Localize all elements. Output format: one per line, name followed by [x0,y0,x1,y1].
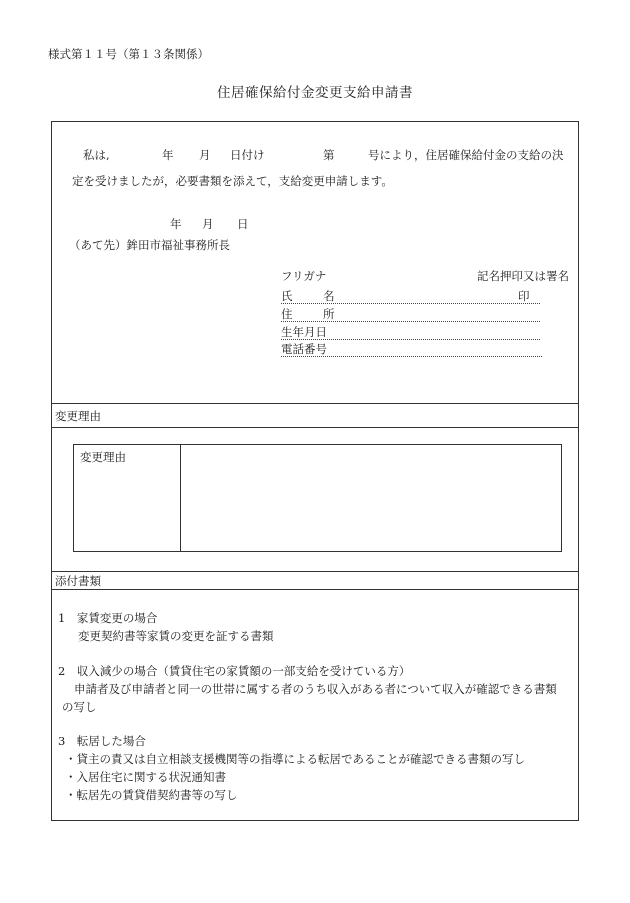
birthdate-underline [281,339,540,340]
attachment-heading-2: 2 収入減少の場合（賃貸住宅の家賃額の一部支給を受けている方） [58,664,411,678]
declaration-watashi: 私は, [83,148,110,162]
change-reason-box[interactable] [73,444,562,552]
divider [52,571,578,572]
attachment-line: ・入居住宅に関する状況通知書 [65,770,226,784]
phone-label: 電話番号 [281,342,327,356]
name-label-1: 氏 [281,289,293,303]
form-number: 様式第１１号（第１３条関係） [48,47,209,61]
attachment-line: 申請者及び申請者と同一の世帯に属する者のうち収入がある者について収入が確認できる書類 [74,682,557,696]
declaration-year: 年 [162,148,174,162]
phone-underline [281,356,542,357]
attachment-line: ・転居先の賃貸借契約書等の写し [65,788,238,802]
declaration-month: 月 [199,148,211,162]
date-year: 年 [170,217,182,231]
declaration-line-2: 定を受けましたが，必要書類を添えて，支給変更申請します。 [72,174,393,188]
attachment-heading-3: 3 転居した場合 [58,734,146,748]
seal-mark: 印 [518,289,530,303]
address-underline [281,321,540,322]
date-month: 月 [202,217,214,231]
furigana-label: フリガナ [281,269,327,283]
section-attachments: 添付書類 [55,574,101,588]
birthdate-label: 生年月日 [281,325,327,339]
divider [52,589,578,590]
name-label-2: 名 [323,289,335,303]
attachment-line: 変更契約書等家賃の変更を証する書類 [78,629,274,643]
declaration-dai: 第 [323,148,335,162]
attachment-line: の写し [62,700,97,714]
section-change-reason: 変更理由 [55,409,101,423]
attachment-line: ・貸主の責又は自立相談支援機関等の指導による転居であることが確認できる書類の写し [65,752,525,766]
page-title: 住居確保給付金変更支給申請書 [217,85,413,101]
address-label-2: 所 [323,307,335,321]
attachment-heading-1: 1 家賃変更の場合 [58,611,158,625]
name-underline [281,303,540,304]
date-day: 日 [237,217,249,231]
declaration-line1-tail: 号により，住居確保給付金の支給の決 [368,148,564,162]
signature-note: 記名押印又は署名 [477,269,569,283]
divider [52,427,578,428]
change-reason-label: 変更理由 [80,450,126,464]
divider [52,403,578,404]
reason-box-divider [180,445,181,551]
declaration-day: 日付け [230,148,265,162]
address-label-1: 住 [281,307,293,321]
addressee: （あて先）鉾田市福祉事務所長 [69,238,230,252]
application-form [51,121,579,821]
